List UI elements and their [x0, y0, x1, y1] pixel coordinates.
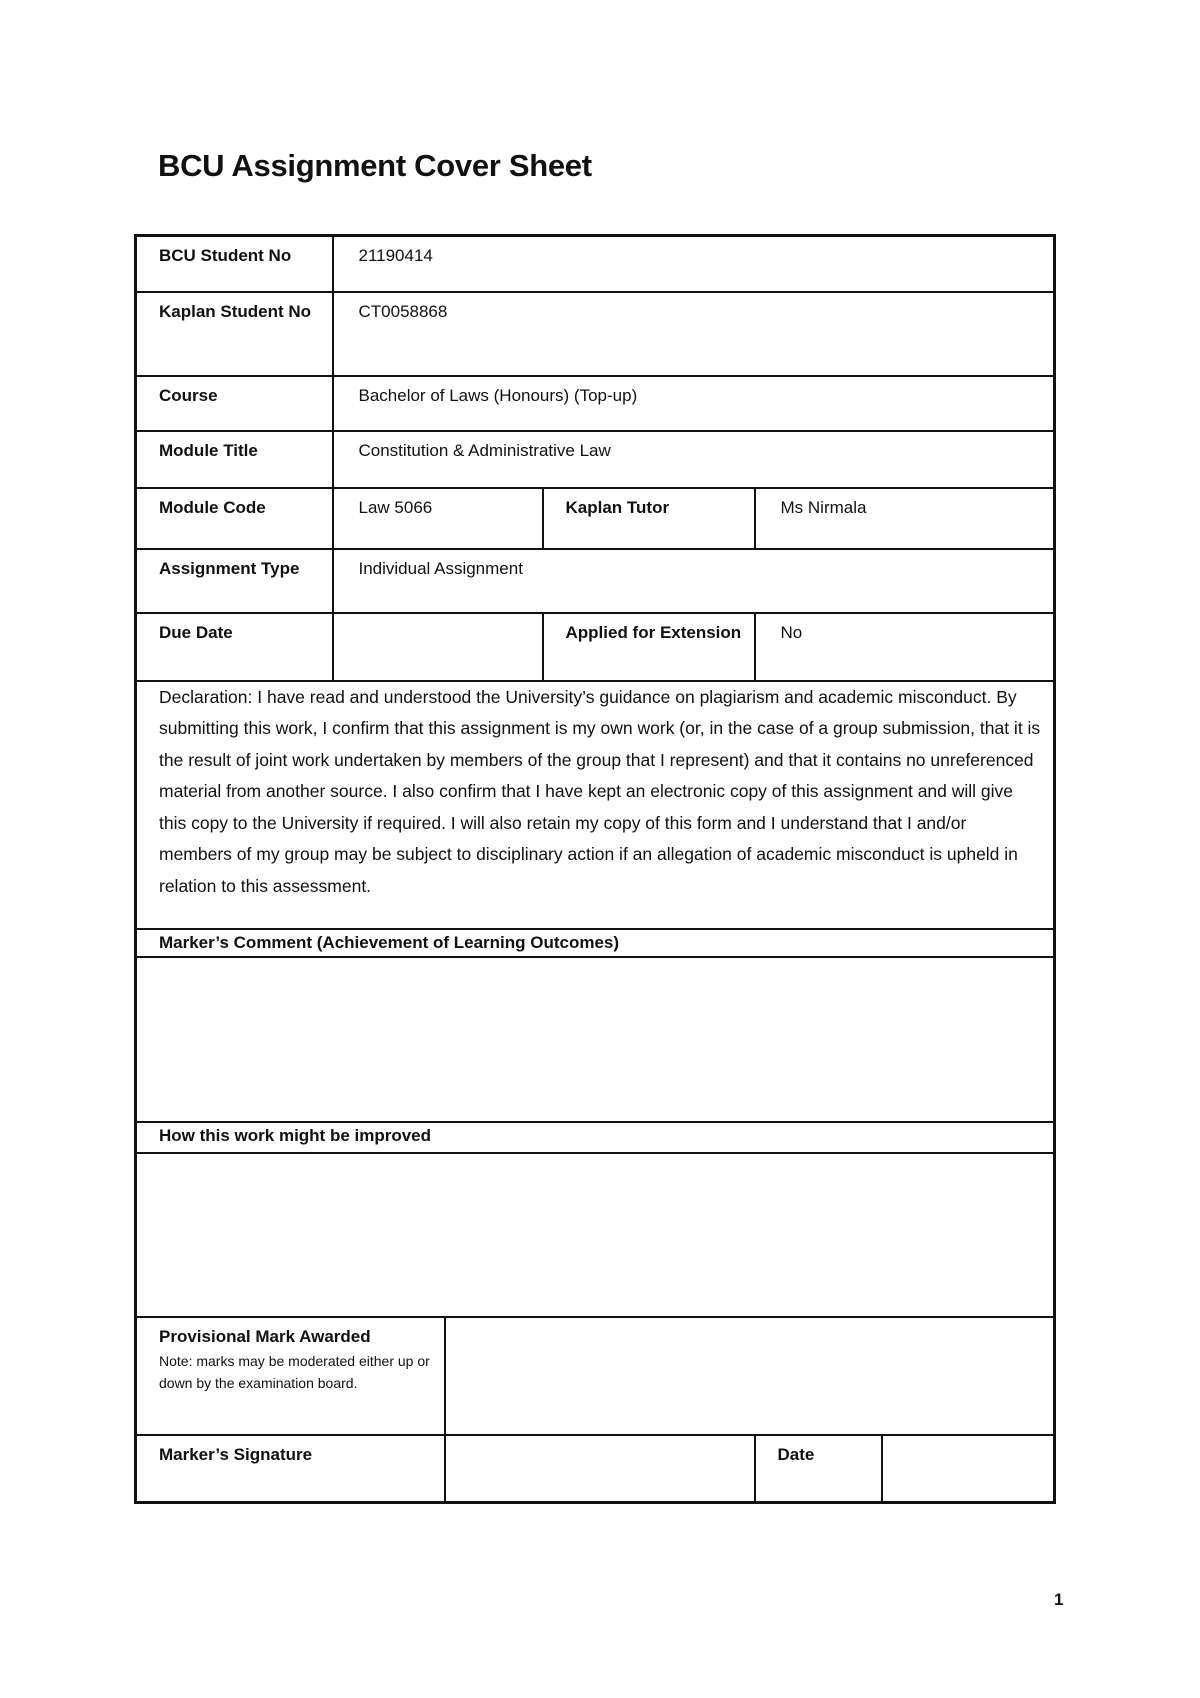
row-course [136, 376, 1055, 431]
assignment-type-label: Assignment Type [136, 549, 333, 613]
markers-comment-heading: Marker’s Comment (Achievement of Learning Outcomes) [136, 929, 1055, 957]
row-due-date [136, 613, 1055, 681]
row-markers-comment-heading [136, 929, 1055, 957]
bcu-student-no-label: BCU Student No [136, 236, 333, 292]
page-title: BCU Assignment Cover Sheet [158, 148, 592, 183]
row-module-code [136, 488, 1055, 549]
course-label: Course [136, 376, 333, 431]
row-signature [136, 1435, 1055, 1503]
provisional-mark-value[interactable] [445, 1317, 1055, 1435]
markers-signature-value[interactable] [445, 1435, 755, 1503]
bcu-student-no-value[interactable]: 21190414 [333, 236, 1055, 292]
module-code-value[interactable]: Law 5066 [333, 488, 543, 549]
module-code-label: Module Code [136, 488, 333, 549]
module-title-label: Module Title [136, 431, 333, 488]
row-kaplan-student-no [136, 292, 1055, 376]
kaplan-tutor-value[interactable]: Ms Nirmala [755, 488, 1055, 549]
row-improvement-body [136, 1153, 1055, 1317]
course-value[interactable]: Bachelor of Laws (Honours) (Top-up) [333, 376, 1055, 431]
markers-comment-box[interactable] [136, 957, 1055, 1122]
markers-signature-label: Marker’s Signature [136, 1435, 445, 1503]
row-assignment-type [136, 549, 1055, 613]
row-declaration [136, 681, 1055, 929]
row-improvement-heading [136, 1122, 1055, 1153]
applied-for-extension-label: Applied for Extension [543, 613, 755, 681]
applied-for-extension-value[interactable]: No [755, 613, 1055, 681]
kaplan-tutor-label: Kaplan Tutor [543, 488, 755, 549]
improvement-heading: How this work might be improved [136, 1122, 1055, 1153]
kaplan-student-no-label: Kaplan Student No [136, 292, 333, 376]
module-title-value[interactable]: Constitution & Administrative Law [333, 431, 1055, 488]
row-markers-comment-body [136, 957, 1055, 1122]
cover-sheet-table [134, 234, 1056, 1504]
signature-date-label: Date [755, 1435, 882, 1503]
provisional-mark-note: Note: marks may be moderated either up or down by the examination board. [159, 1352, 430, 1391]
row-module-title [136, 431, 1055, 488]
signature-date-value[interactable] [882, 1435, 1055, 1503]
provisional-mark-label: Provisional Mark Awarded [159, 1326, 371, 1346]
kaplan-student-no-value[interactable]: CT0058868 [333, 292, 1055, 376]
row-bcu-student-no [136, 236, 1055, 292]
declaration-text: Declaration: I have read and understood the University’s guidance on plagiarism and academic misconduct. By submitting this work, I confirm that this assignment is my own work (or, in the case of a group submission, that it is the result of joint work undertaken by members of the group that I represent) and that it contains no unreferenced material from another source. I also confirm that I have kept an electronic copy of this assignment and will give this copy to the University if required. I will also retain my copy of this form and I understand that I and/or members of my group may be subject to disciplinary action if an allegation of academic misconduct is upheld in relation to this assessment. [136, 681, 1055, 929]
due-date-value[interactable] [333, 613, 543, 681]
row-provisional-mark [136, 1317, 1055, 1435]
provisional-mark-cell [136, 1317, 445, 1435]
assignment-type-value[interactable]: Individual Assignment [333, 549, 1055, 613]
due-date-label: Due Date [136, 613, 333, 681]
page-number: 1 [1054, 1590, 1064, 1609]
improvement-box[interactable] [136, 1153, 1055, 1317]
